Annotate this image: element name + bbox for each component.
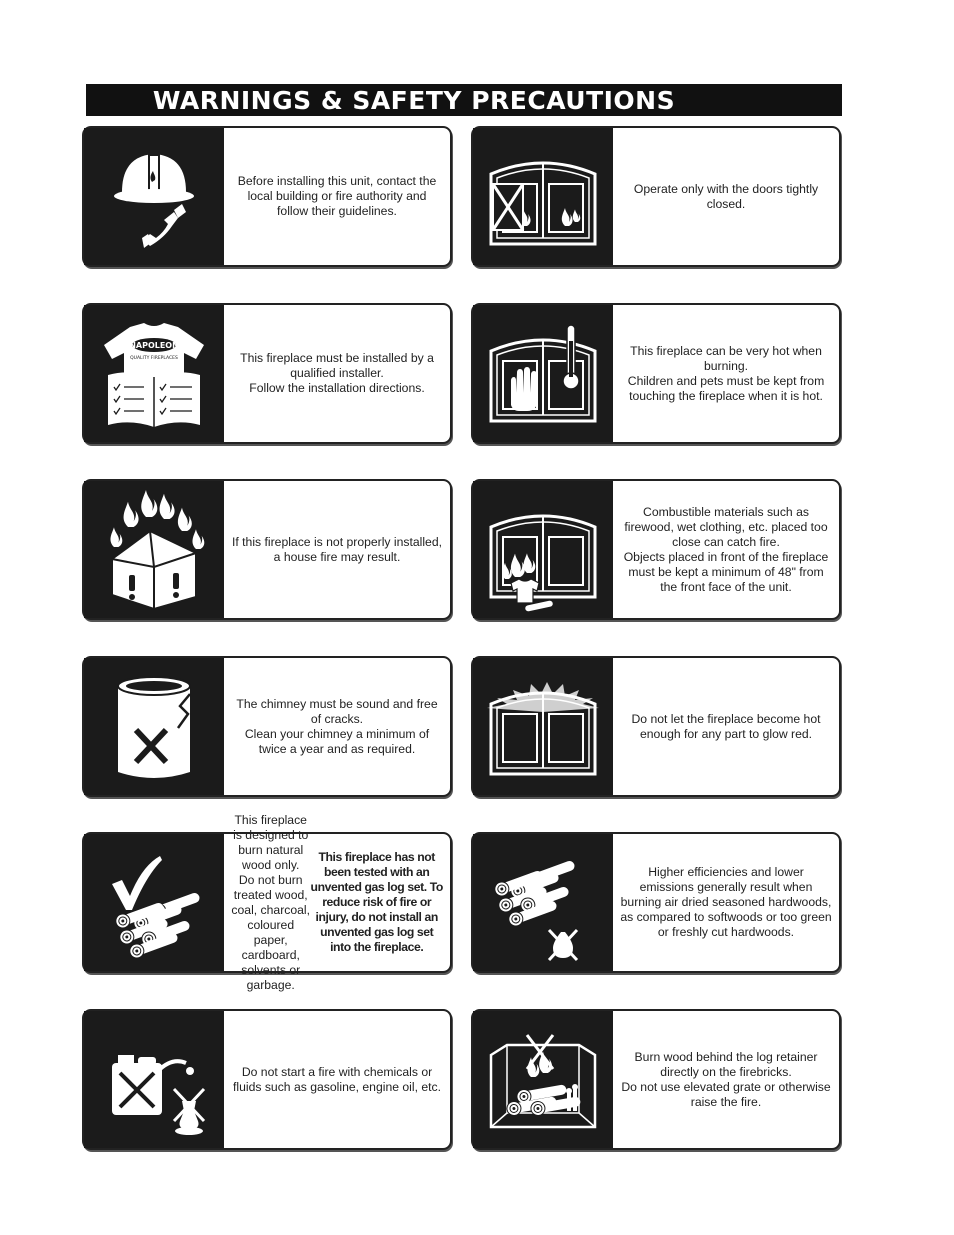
warning-card-seasoned-wood <box>471 832 841 973</box>
cracked-chimney-icon <box>94 664 214 790</box>
card-pictogram <box>84 128 224 265</box>
card-text: If this fireplace is not properly installed, a house fire may result. <box>232 534 442 564</box>
card-text: Higher efficiencies and lower emissions generally result when burning air dried seasoned hardwoods, as compared to softwoods or too green or freshly cut hardwoods. <box>620 865 832 939</box>
closed-doors-icon <box>483 134 603 260</box>
glowing-fireplace-icon <box>483 664 603 790</box>
card-pictogram <box>473 658 613 795</box>
warning-card-no-chemicals <box>82 1009 452 1150</box>
warning-card-combustibles <box>471 479 841 620</box>
warning-card-doors-closed <box>471 126 841 267</box>
card-text <box>224 812 450 992</box>
card-text: Do not start a fire with chemicals or fluids such as gasoline, engine oil, etc. <box>233 1064 441 1094</box>
warning-card-qualified-installer <box>82 303 452 444</box>
card-text: Operate only with the doors tightly closed. <box>633 181 819 211</box>
combustibles-icon <box>483 487 603 613</box>
warning-card-house-fire <box>82 479 452 620</box>
no-chemicals-icon <box>94 1017 214 1143</box>
seasoned-wood-icon <box>483 840 603 966</box>
card-text: This fireplace can be very hot when burning. Children and pets must be kept from touching the fireplace when it is hot. <box>627 343 825 403</box>
warning-card-log-retainer <box>471 1009 841 1150</box>
card-text-regular: This fireplace is designed to burn natural wood only. Do not burn treated wood, coal, charcoal, coloured paper, cardboard, solvents or garbage. <box>231 812 311 992</box>
warning-card-contact-authority <box>82 126 452 267</box>
tshirt-manual-icon <box>94 311 214 437</box>
card-pictogram <box>84 834 224 971</box>
title-banner <box>86 84 842 116</box>
warning-card-hot-surface <box>471 303 841 444</box>
log-retainer-icon <box>483 1017 603 1143</box>
card-pictogram <box>84 658 224 795</box>
card-text: Before installing this unit, contact the local building or fire authority and follow their guidelines. <box>237 174 437 218</box>
card-pictogram <box>473 834 613 971</box>
card-text: The chimney must be sound and free of cracks. Clean your chimney a minimum of twice a year and as required. <box>236 696 438 756</box>
card-pictogram <box>473 305 613 442</box>
card-text-bold: This fireplace has not been tested with an unvented gas log set. To reduce risk of fire or injury, do not install an unvented gas log set into the fireplace. <box>310 850 443 954</box>
shirt-tagline-label: QUALITY FIREPLACES <box>130 355 178 361</box>
card-text: Combustible materials such as firewood, wet clothing, etc. placed too close can catch fire. Objects placed in front of the fireplace must be kept a minimum of 48" from the front face of the unit. <box>623 504 829 594</box>
helmet-phone-icon <box>94 134 214 260</box>
card-pictogram <box>473 128 613 265</box>
card-pictogram <box>84 481 224 618</box>
card-pictogram <box>84 305 224 442</box>
hot-hand-icon <box>483 311 603 437</box>
house-fire-icon <box>94 487 214 613</box>
card-text: Burn wood behind the log retainer directly on the firebricks. Do not use elevated grate or otherwise raise the fire. <box>621 1049 831 1109</box>
card-text: Do not let the fireplace become hot enough for any part to glow red. <box>631 711 821 741</box>
natural-wood-icon <box>94 840 214 966</box>
card-pictogram <box>473 1011 613 1148</box>
card-text: This fireplace must be installed by a qualified installer. Follow the installation directions. <box>240 351 434 395</box>
warning-card-chimney <box>82 656 452 797</box>
card-pictogram <box>473 481 613 618</box>
warning-card-natural-wood <box>82 812 452 992</box>
shirt-brand-label: NAPOLEON <box>129 340 179 350</box>
warning-card-glow-red <box>471 656 841 797</box>
page-title: WARNINGS & SAFETY PRECAUTIONS <box>152 85 676 115</box>
card-pictogram <box>84 1011 224 1148</box>
